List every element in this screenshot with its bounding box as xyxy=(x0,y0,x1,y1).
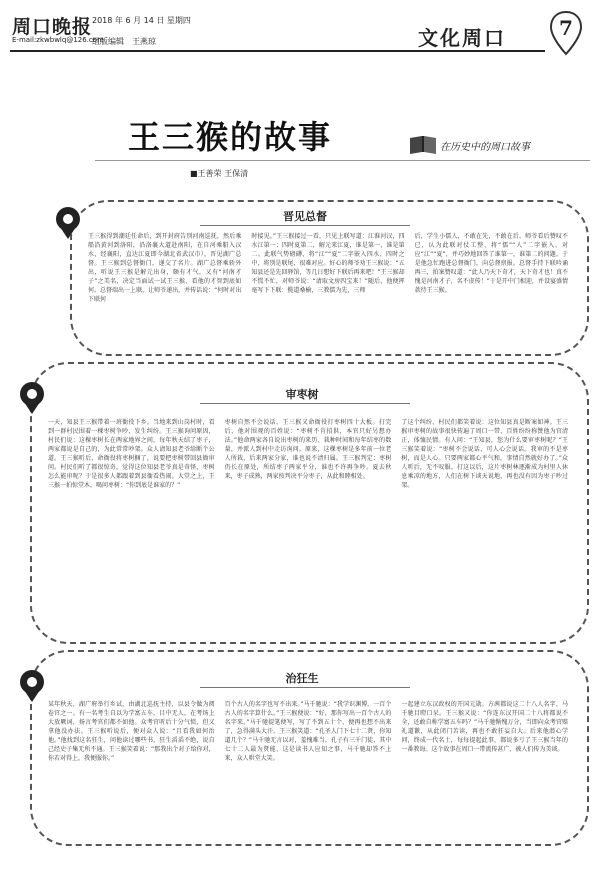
story-3-column-2: 百个古人的名字也写不出来。”马千驰说：“我学识渊博，一百个古人的名字算什么。”王三猴便说：“好，那你写出一百个古人的名字来。”马千驰提笔便写，写了不到五十个，便再也想不出来了，急得满头大汗。王三猴笑道：“孔圣人门下七十二贤，你知道几个？”马千驰无言以对，羞愧难当。孔子有三千门徒，其中七十二人最为贤能，这是读书人应知之事，马千驰却答不上来，众人哄堂大笑。 xyxy=(224,701,392,762)
story-2-column-2: 枣树自然不会说话。王三猴又命衙役打枣树四十大板。打完后，他对围观的百姓说：“枣树不肯招供，本官只好另想办法。”他命两家各自说出枣树的来历、栽种时间和每年结枣的数量，并派人到村中走访询问。原来，这棵枣树是多年前一位老人所栽，后来两家分家，谁也说不清归属。王三猴判定：枣树仍长在原处，所结枣子两家平分，谁也不许再争吵。夏去秋来，枣子成熟，两家按判决平分枣子，从此和睦相处。 xyxy=(224,419,392,480)
header-rule xyxy=(10,50,545,52)
page-number: 7 xyxy=(559,16,573,40)
story-columns-1 xyxy=(88,232,568,342)
story-title-3: 治狂生 xyxy=(285,672,319,685)
story-title-1: 晋见总督 xyxy=(283,210,327,223)
story-1-column-1: 王三猴得到潮廷任命后，到开封府告别河南巡抚，然后乘船沿黄河到洛阳，沿洛襄大道赴南阳，在自河乘船入汉水，经襄阳，直达江夏即今湖北省武汉市），晋见湖广总督。王三猴到总督衙门，递交了名片。湖广总督乘轿外出，听说王三猴是解元出身，颇有才气，又有“河南才子”之美名，决定当面试一试王三猴，看他的才智到底如何。总督端出一上联，让师爷递出，并传话说：“何时对出下联何 xyxy=(88,233,242,303)
story-3-column-3: 一起建立东汉政权的开国元勋。方茜都说这二十八人名字，马千驰目瞪口呆。王三猴又说：“你连东汉开国二十八将都说不全，还敢自称学富五车吗？”马千驰惭愧万分，当即向众考官赔礼道歉，从此闭门苦读，再也不敢狂妄自大。后来他潜心学问，终成一代名士，每每提起此事，都说多亏了王三猴当年的一番教诲。这个故事在周口一带流传甚广，被人们传为美谈。 xyxy=(401,701,569,753)
story-1-column-3: 后，学生小儒人，不敢在先，不敢在后。师爷看后赞叹不已，认为此联对仗工整，将“儒”“人”二字嵌入，对应“江”“夏”，并巧妙地回答了谁第一，谁第二的问题。于是他急忙跑进总督衙门，向总督禀报。总督手持下联吟诵再三，拍案赞叹道：“此人乃天下奇才，天下奇才也！真不愧是河南才子，名不虚传！”于是开中门相迎，并设宴盛情款待王三猴。 xyxy=(414,233,568,294)
location-pin-icon xyxy=(50,205,86,241)
page-title: 王三猴的故事 xyxy=(128,118,333,156)
masthead-logo: 周口晚报 xyxy=(12,16,93,38)
story-title-rule-2 xyxy=(200,403,410,404)
contact-email: E-mail:zkwbwlq@126.com xyxy=(12,36,104,44)
story-columns-2 xyxy=(48,418,568,628)
editor-label: 组版编辑 xyxy=(92,37,124,46)
story-title-rule-3 xyxy=(200,687,410,688)
story-1-column-2: 时接见。”王三猴接过一看，只见上联写道：江淮河汉，四水江第一；四时夏第二，解元来江夏，谁是第一，谁是第二。此联气势磅礴，将“江”“夏”二字嵌入四水、四时之中，将别是联尾，很难对应。好心的师爷劝王三猴说：“五知县还是先回驿馆，等几日想好下联后再来吧！”王三猴却不慌不忙，对师爷说：“请取文房四宝来！”随后，他便挥毫写下下联：揽道桑榆，三教儒为先，三师 xyxy=(251,233,405,294)
editor-credit xyxy=(92,36,164,47)
byline: ■王善荣 王保清 xyxy=(190,169,249,178)
column-tag: 在历史中的周口故事 xyxy=(440,142,530,153)
story-2-column-1: 一天，知县王三猴带着一班衙役下乡。当地来到山岗村时，看到一群村民围着一棵枣树争吵，发生纠纷。王三猴询问原因，村民们说：这棵枣树长在两家地界之间，每年秋天结了枣子，两家都说是自己的，为此常常吵架。众人请知县老爷给断个公道。王三猴听后，命衙役将枣树捆了，说要把枣树带回县衙审问。村民们听了都很惊奇，觉得这位知县老爷真是奇怪，枣树怎么能审呢？于是很多人都跟着到县衙看热闹。大堂之上，王三猴一拍惊堂木，喝问枣树：“你到底是谁家的？” xyxy=(48,419,215,489)
story-3-column-1: 某年秋天，湖广府举行乡试，由湖北巡抚主持，以县令做为阅卷官之一。有一名考生自以为学富五车，目中无人，在考场上大放厥词，扬言考官们都不如他。众考官听后十分气愤，但又拿他没办法。王三猴听说后，便对众人说：“且看我如何治他。”他找到这名狂生，问他读过哪些书，狂生滔滔不绝，说自己经史子集无所不通。王三猴笑着说：“那我出个对子给你对，你若对得上，我便服你。” xyxy=(48,701,215,762)
location-pin-icon xyxy=(14,668,50,704)
location-pin-icon xyxy=(14,380,50,416)
editor-name: 王燕琼 xyxy=(132,37,156,46)
book-icon xyxy=(408,132,438,156)
story-title-rule-1 xyxy=(200,225,410,226)
title-rule xyxy=(95,160,590,161)
section-name: 文化周口 xyxy=(418,26,506,50)
story-2-column-3: 了这个纠纷，村民们都笑着说：这位知县真是断案如神。王三猴审枣树的故事很快传遍了周口一带，百姓纷纷称赞他为官清正，体恤民情。有人问：“王知县，您为什么要审枣树呢？”王三猴笑着说：“枣树不会说话，可人心会说话。我审的不是枣树，而是人心。只要两家都心平气和，事情自然就好办了。”众人听后，无不叹服。打这以后，这片枣树林逐渐成为村里人休息乘凉的地方，人们在树下谈天说地，再也没有因为枣子吵过架。 xyxy=(401,419,569,489)
story-columns-3 xyxy=(48,700,568,830)
story-title-2: 审枣树 xyxy=(285,388,319,401)
issue-date: 2018 年 6 月 14 日 星期四 xyxy=(92,16,191,25)
